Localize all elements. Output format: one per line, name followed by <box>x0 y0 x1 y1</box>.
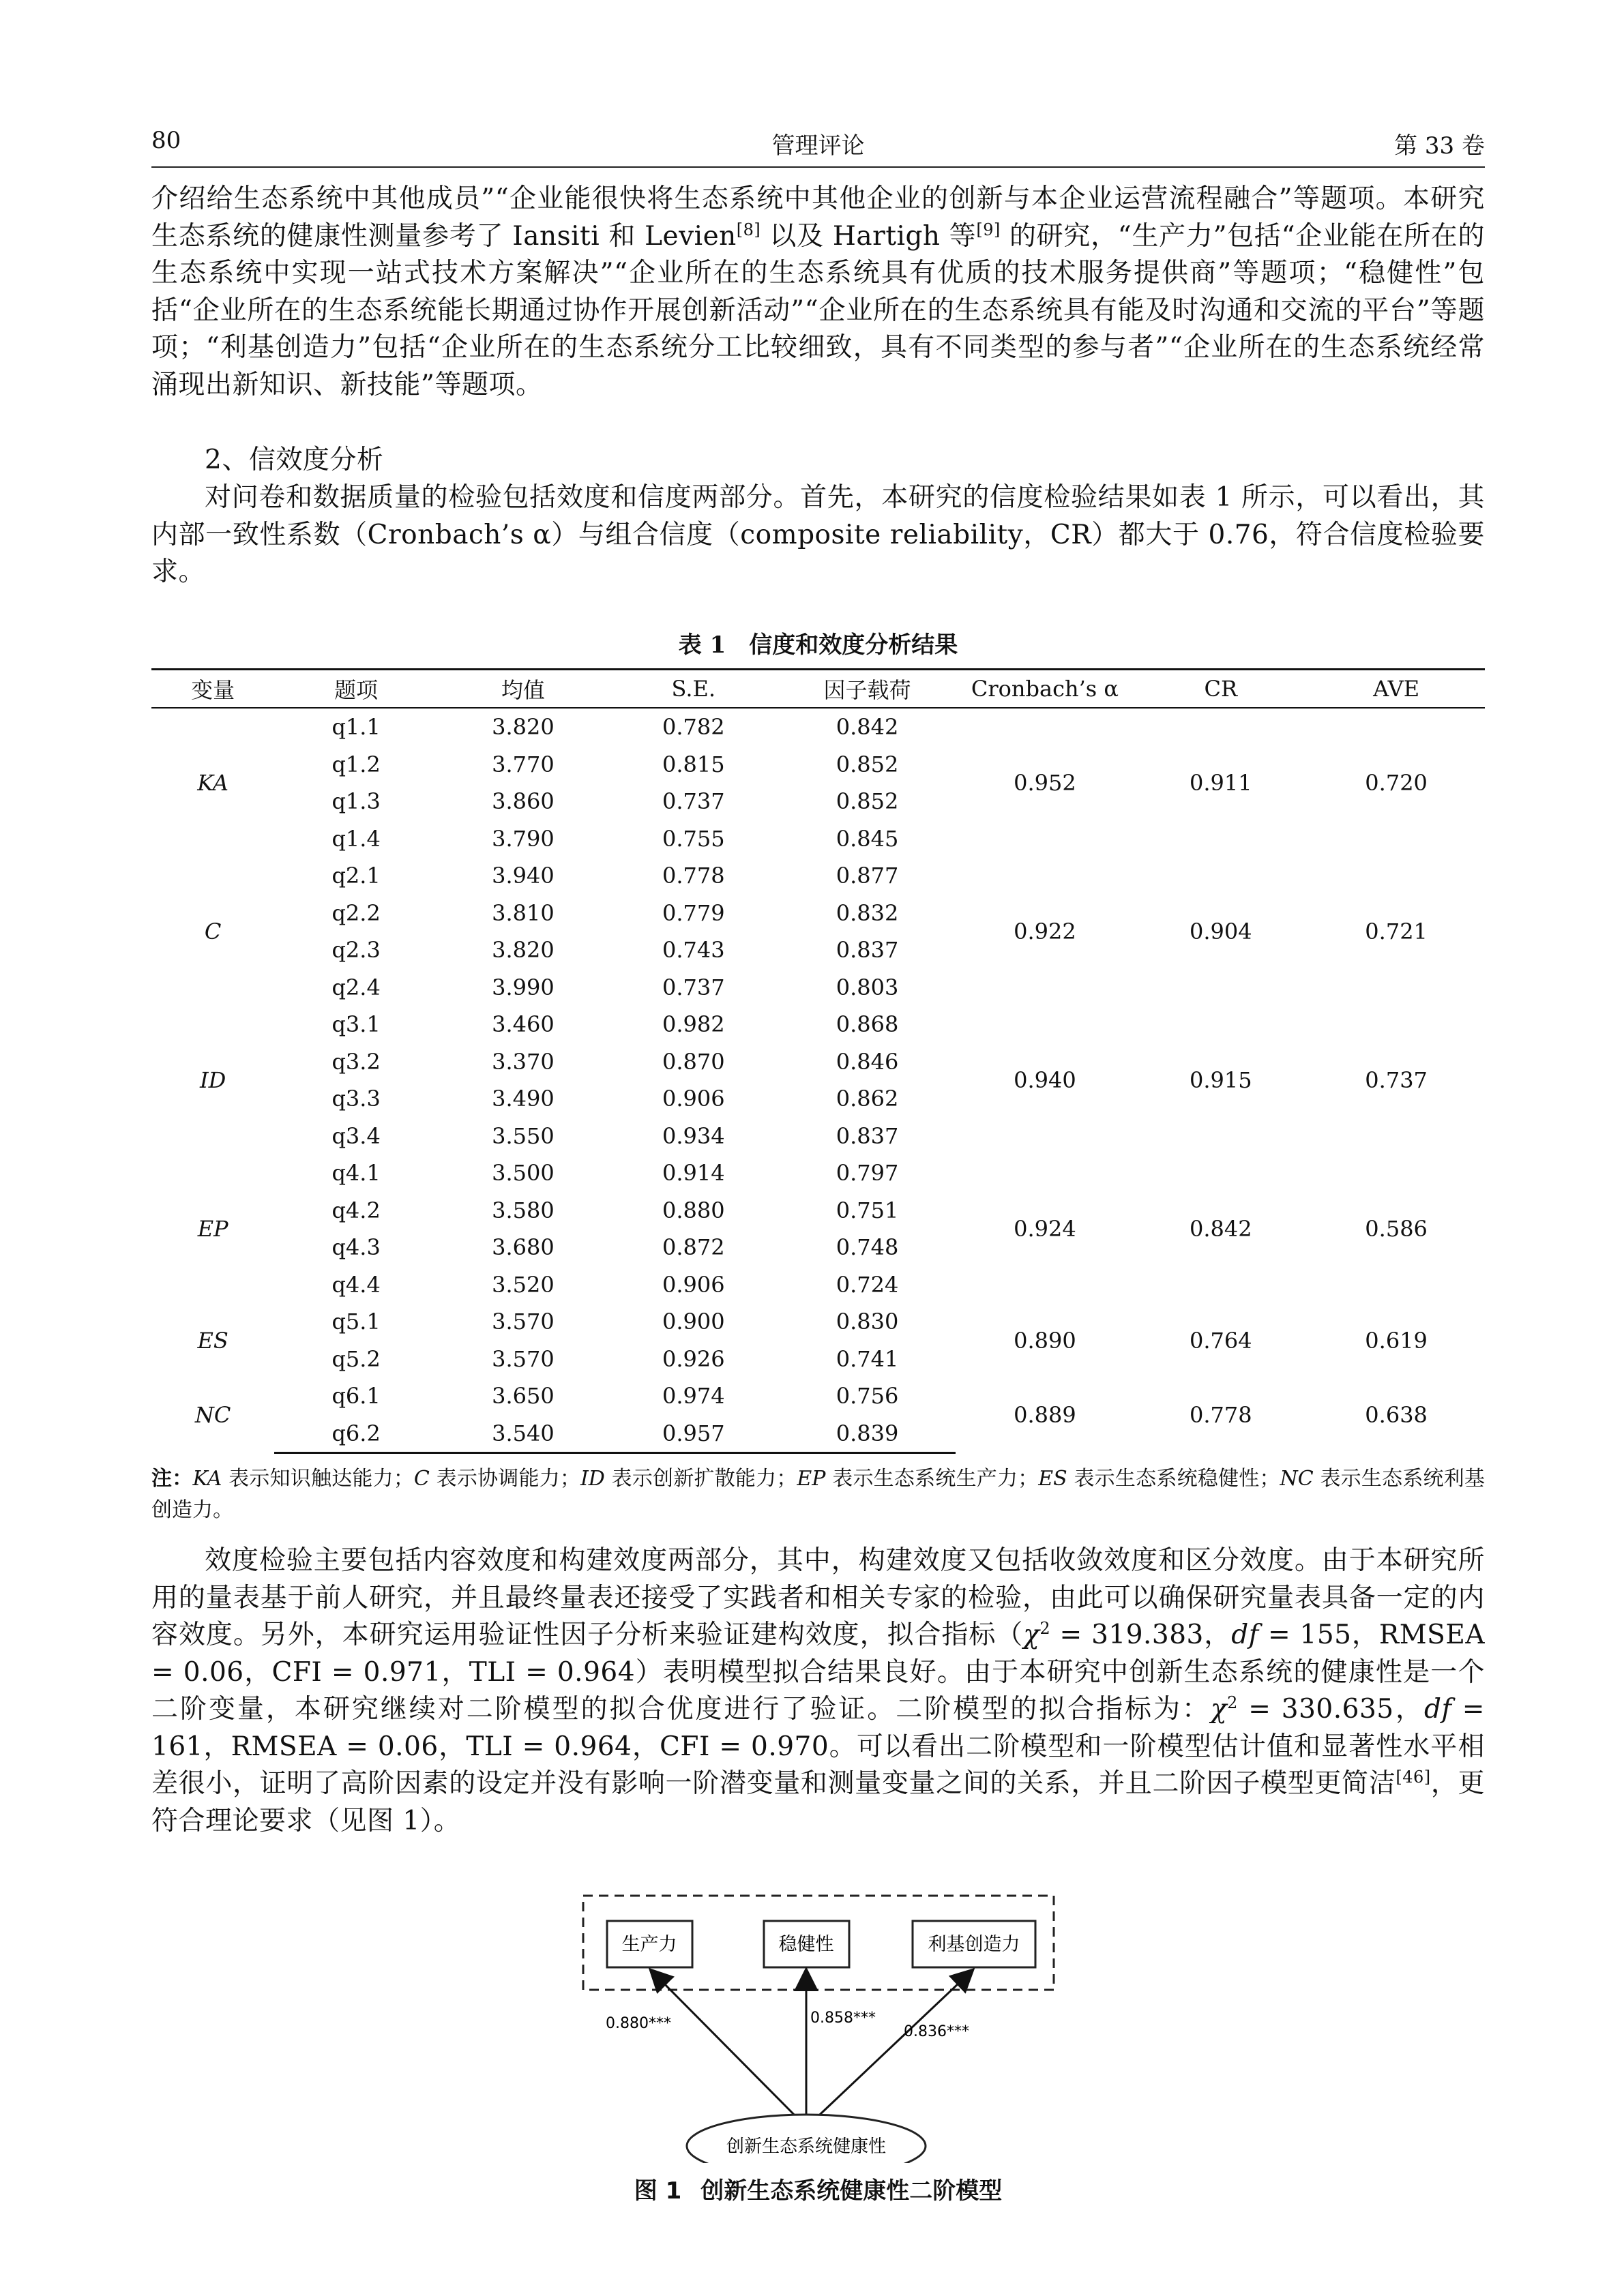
se-cell: 0.815 <box>662 751 725 777</box>
body-paragraph-2: 对问卷和数据质量的检验包括效度和信度两部分。首先，本研究的信度检验结果如表 1 所示，可以看出，其内部一致性系数（Cronbach’s α）与组合信度（composite reliability，CR）都大于 0.76，符合信度检验要求。 <box>151 482 1485 587</box>
journal-name: 管理评论 <box>771 132 865 160</box>
table-row <box>151 1154 1485 1192</box>
mean-cell: 3.940 <box>492 863 555 889</box>
loading-cell: 0.803 <box>836 974 899 1000</box>
variable-cell: EP <box>197 1216 228 1242</box>
note-abbrev: ID <box>580 1467 605 1491</box>
item-cell: q1.4 <box>331 825 381 852</box>
col-header: 变量 <box>151 670 274 709</box>
cr-cell: 0.764 <box>1190 1327 1252 1354</box>
loading-cell: 0.830 <box>836 1309 899 1335</box>
item-cell: q4.1 <box>331 1160 381 1187</box>
note-abbrev: EP <box>797 1467 826 1491</box>
ave-cell: 0.586 <box>1365 1216 1428 1242</box>
note-abbrev: KA <box>192 1467 222 1491</box>
mean-cell: 3.820 <box>492 937 555 964</box>
mean-cell: 3.820 <box>492 714 555 741</box>
item-cell: q3.4 <box>331 1122 381 1149</box>
note-items <box>151 1467 1485 1522</box>
alpha-cell: 0.890 <box>1014 1327 1076 1354</box>
loading-cell: 0.832 <box>836 899 899 926</box>
item-cell: q6.1 <box>331 1383 381 1410</box>
variable-cell: ES <box>197 1327 228 1354</box>
path-arrow-niche <box>808 1971 972 2126</box>
loading-cell: 0.862 <box>836 1086 899 1112</box>
col-header: 题项 <box>274 670 438 709</box>
col-header: S.E. <box>608 670 779 709</box>
path-arrow-productivity <box>651 1971 805 2126</box>
reliability-table <box>151 668 1485 1454</box>
alpha-cell: 0.940 <box>1014 1067 1076 1093</box>
mean-cell: 3.550 <box>492 1122 555 1149</box>
item-cell: q4.3 <box>331 1234 381 1261</box>
se-cell: 0.737 <box>662 974 725 1000</box>
mean-cell: 3.810 <box>492 899 555 926</box>
col-header: AVE <box>1308 670 1485 709</box>
mean-cell: 3.570 <box>492 1345 555 1372</box>
loading-cell: 0.845 <box>836 825 899 852</box>
figure-number: 图 1 <box>634 2177 682 2205</box>
coef-label-niche: 0.836*** <box>904 2023 969 2040</box>
se-cell: 0.914 <box>662 1160 725 1187</box>
ave-cell: 0.619 <box>1365 1327 1428 1354</box>
cr-cell: 0.842 <box>1190 1216 1252 1242</box>
section-heading: 2、信效度分析 <box>205 445 384 475</box>
loading-cell: 0.751 <box>836 1197 899 1223</box>
citation-9: [9] <box>976 220 1001 239</box>
item-cell: q1.2 <box>331 751 381 777</box>
alpha-cell: 0.952 <box>1014 770 1076 796</box>
variable-cell: KA <box>197 770 228 796</box>
item-cell: q3.1 <box>331 1011 381 1038</box>
se-cell: 0.900 <box>662 1309 725 1335</box>
table-title: 表 1 信度和效度分析结果 <box>678 631 958 659</box>
ave-cell: 0.638 <box>1365 1402 1428 1429</box>
alpha-cell: 0.889 <box>1014 1402 1076 1429</box>
second-order-model-diagram <box>580 1890 1057 2163</box>
cr-cell: 0.904 <box>1190 919 1252 944</box>
citation-8: [8] <box>736 220 761 239</box>
note-definition: 表示创新扩散能力； <box>604 1467 797 1491</box>
table-header-row <box>151 670 1485 709</box>
item-cell: q2.2 <box>331 899 381 926</box>
cr-cell: 0.911 <box>1190 770 1252 796</box>
coef-label-productivity: 0.880*** <box>606 2015 671 2032</box>
col-header: 均值 <box>438 670 608 709</box>
se-cell: 0.982 <box>662 1011 725 1038</box>
loading-cell: 0.852 <box>836 788 899 815</box>
mean-cell: 3.460 <box>492 1011 555 1038</box>
header-rule <box>151 166 1485 168</box>
note-abbrev: C <box>413 1467 430 1491</box>
item-cell: q5.2 <box>331 1345 381 1372</box>
mean-cell: 3.370 <box>492 1048 555 1075</box>
se-cell: 0.906 <box>662 1271 725 1298</box>
se-cell: 0.957 <box>608 1415 779 1453</box>
item-cell: q2.4 <box>331 974 381 1000</box>
col-header: CR <box>1134 670 1308 709</box>
item-cell: q1.1 <box>331 714 381 741</box>
coef-label-robustness: 0.858*** <box>810 2010 876 2027</box>
mean-cell: 3.770 <box>492 751 555 777</box>
loading-cell: 0.748 <box>836 1234 899 1261</box>
se-cell: 0.880 <box>662 1197 725 1223</box>
volume-label: 第 33 卷 <box>1394 132 1485 160</box>
loading-cell: 0.756 <box>836 1383 899 1410</box>
mean-cell: 3.790 <box>492 825 555 852</box>
se-cell: 0.782 <box>662 714 725 741</box>
node-niche-label: 利基创造力 <box>928 1934 1020 1955</box>
loading-cell: 0.837 <box>836 937 899 964</box>
note-abbrev: NC <box>1280 1467 1314 1491</box>
table-row <box>151 857 1485 895</box>
se-cell: 0.737 <box>662 788 725 815</box>
item-cell: q4.2 <box>331 1197 381 1223</box>
mean-cell: 3.520 <box>492 1271 555 1298</box>
note-definition: 表示生态系统利基创造力。 <box>151 1467 1485 1522</box>
loading-cell: 0.797 <box>836 1160 899 1187</box>
mean-cell: 3.490 <box>492 1086 555 1112</box>
node-robustness-label: 稳健性 <box>778 1934 834 1955</box>
variable-cell: ID <box>199 1067 226 1093</box>
variable-cell: NC <box>194 1402 231 1429</box>
loading-cell: 0.868 <box>836 1011 899 1038</box>
note-definition: 表示生态系统生产力； <box>825 1467 1039 1491</box>
item-cell: q3.2 <box>331 1048 381 1075</box>
se-cell: 0.870 <box>662 1048 725 1075</box>
note-definition: 表示协调能力； <box>429 1467 580 1491</box>
se-cell: 0.743 <box>662 937 725 964</box>
figure-title: 创新生态系统健康性二阶模型 <box>700 2177 1003 2205</box>
se-cell: 0.755 <box>662 825 725 852</box>
note-label: 注： <box>151 1467 193 1491</box>
body-paragraph-1: 介绍给生态系统中其他成员”“企业能很快将生态系统中其他企业的创新与本企业运营流程融合”等题项。本研究生态系统的健康性测量参考了 Iansiti 和 Levien[8] 以及 Hartigh 等[9] 的研究，“生产力”包括“企业能在所在的生态系统中实现一站式技术方案解决”“企业所在的生态系统具有优质的技术服务提供商”等题项；“稳健性”包括“企业所在的生态系统能长期通过协作开展创新活动”“企业所在的生态系统具有能及时沟通和交流的平台”等题项；“利基创造力”包括“企业所在的生态系统分工比较细致，具有不同类型的参与者”“企业所在的生态系统经常涌现出新知识、新技能”等题项。 <box>151 183 1486 400</box>
item-cell: q5.1 <box>331 1309 381 1335</box>
loading-cell: 0.839 <box>779 1415 956 1453</box>
table-note <box>151 1463 1485 1526</box>
ave-cell: 0.721 <box>1365 919 1428 944</box>
running-header <box>151 127 1485 162</box>
loading-cell: 0.846 <box>836 1048 899 1075</box>
table-body <box>151 708 1485 1453</box>
cr-cell: 0.778 <box>1190 1402 1252 1429</box>
se-cell: 0.906 <box>662 1086 725 1112</box>
variable-cell: C <box>204 919 222 944</box>
citation-46: [46] <box>1396 1768 1431 1787</box>
item-cell: q1.3 <box>331 788 381 815</box>
cr-cell: 0.915 <box>1190 1067 1252 1093</box>
note-definition: 表示知识触达能力； <box>222 1467 414 1491</box>
mean-cell: 3.650 <box>492 1383 555 1410</box>
mean-cell: 3.860 <box>492 788 555 815</box>
item-cell: q2.3 <box>331 937 381 964</box>
col-header: 因子载荷 <box>779 670 956 709</box>
item-cell: q4.4 <box>331 1271 381 1298</box>
body-paragraph-3: 效度检验主要包括内容效度和构建效度两部分，其中，构建效度又包括收敛效度和区分效度。由于本研究所用的量表基于前人研究，并且最终量表还接受了实践者和相关专家的检验，由此可以确保研究量表具备一定的内容效度。另外，本研究运用验证性因子分析来验证建构效度，拟合指标（$\chi^2 = 319.383$，df = 155，RMSEA = 0.06，CFI = 0.971，TLI = 0.964）表明模型拟合结果良好。由于本研究中创新生态系统的健康性是一个二阶变量，本研究继续对二阶模型的拟合优度进行了验证。二阶模型的拟合指标为：$\chi^2 = 330.635$，df = 161，RMSEA = 0.06，TLI = 0.964，CFI = 0.970。可以看出二阶模型和一阶模型估计值和显著性水平相差很小，证明了高阶因素的设定并没有影响一阶潜变量和测量变量之间的关系，并且二阶因子模型更简洁[46]，更符合理论要求（见图 1）。 <box>151 1545 1485 1836</box>
item-cell: q6.2 <box>274 1415 438 1453</box>
mean-cell: 3.680 <box>492 1234 555 1261</box>
se-cell: 0.926 <box>662 1345 725 1372</box>
figure-caption <box>151 2172 1485 2205</box>
ave-cell: 0.720 <box>1365 770 1428 796</box>
alpha-cell: 0.924 <box>1014 1216 1076 1242</box>
node-health-label: 创新生态系统健康性 <box>726 2136 887 2157</box>
alpha-cell: 0.922 <box>1014 919 1076 944</box>
se-cell: 0.872 <box>662 1234 725 1261</box>
mean-cell: 3.570 <box>492 1309 555 1335</box>
loading-cell: 0.852 <box>836 751 899 777</box>
se-cell: 0.974 <box>662 1383 725 1410</box>
note-definition: 表示生态系统稳健性； <box>1067 1467 1280 1491</box>
loading-cell: 0.842 <box>836 714 899 741</box>
loading-cell: 0.741 <box>836 1345 899 1372</box>
note-abbrev: ES <box>1038 1467 1067 1491</box>
se-cell: 0.778 <box>662 863 725 889</box>
item-cell: q3.3 <box>331 1086 381 1112</box>
col-header: Cronbach’s α <box>956 670 1134 709</box>
mean-cell: 3.580 <box>492 1197 555 1223</box>
item-cell: q2.1 <box>331 863 381 889</box>
node-productivity-label: 生产力 <box>621 1934 677 1955</box>
table-row <box>151 1006 1485 1043</box>
loading-cell: 0.877 <box>836 863 899 889</box>
table-row <box>151 1377 1485 1415</box>
page-number: 80 <box>151 127 181 154</box>
se-cell: 0.934 <box>662 1122 725 1149</box>
mean-cell: 3.500 <box>492 1160 555 1187</box>
loading-cell: 0.837 <box>836 1122 899 1149</box>
ave-cell: 0.737 <box>1365 1067 1428 1093</box>
table-row <box>151 708 1485 746</box>
mean-cell: 3.540 <box>438 1415 608 1453</box>
loading-cell: 0.724 <box>836 1271 899 1298</box>
table-row <box>151 1303 1485 1341</box>
mean-cell: 3.990 <box>492 974 555 1000</box>
se-cell: 0.779 <box>662 899 725 926</box>
